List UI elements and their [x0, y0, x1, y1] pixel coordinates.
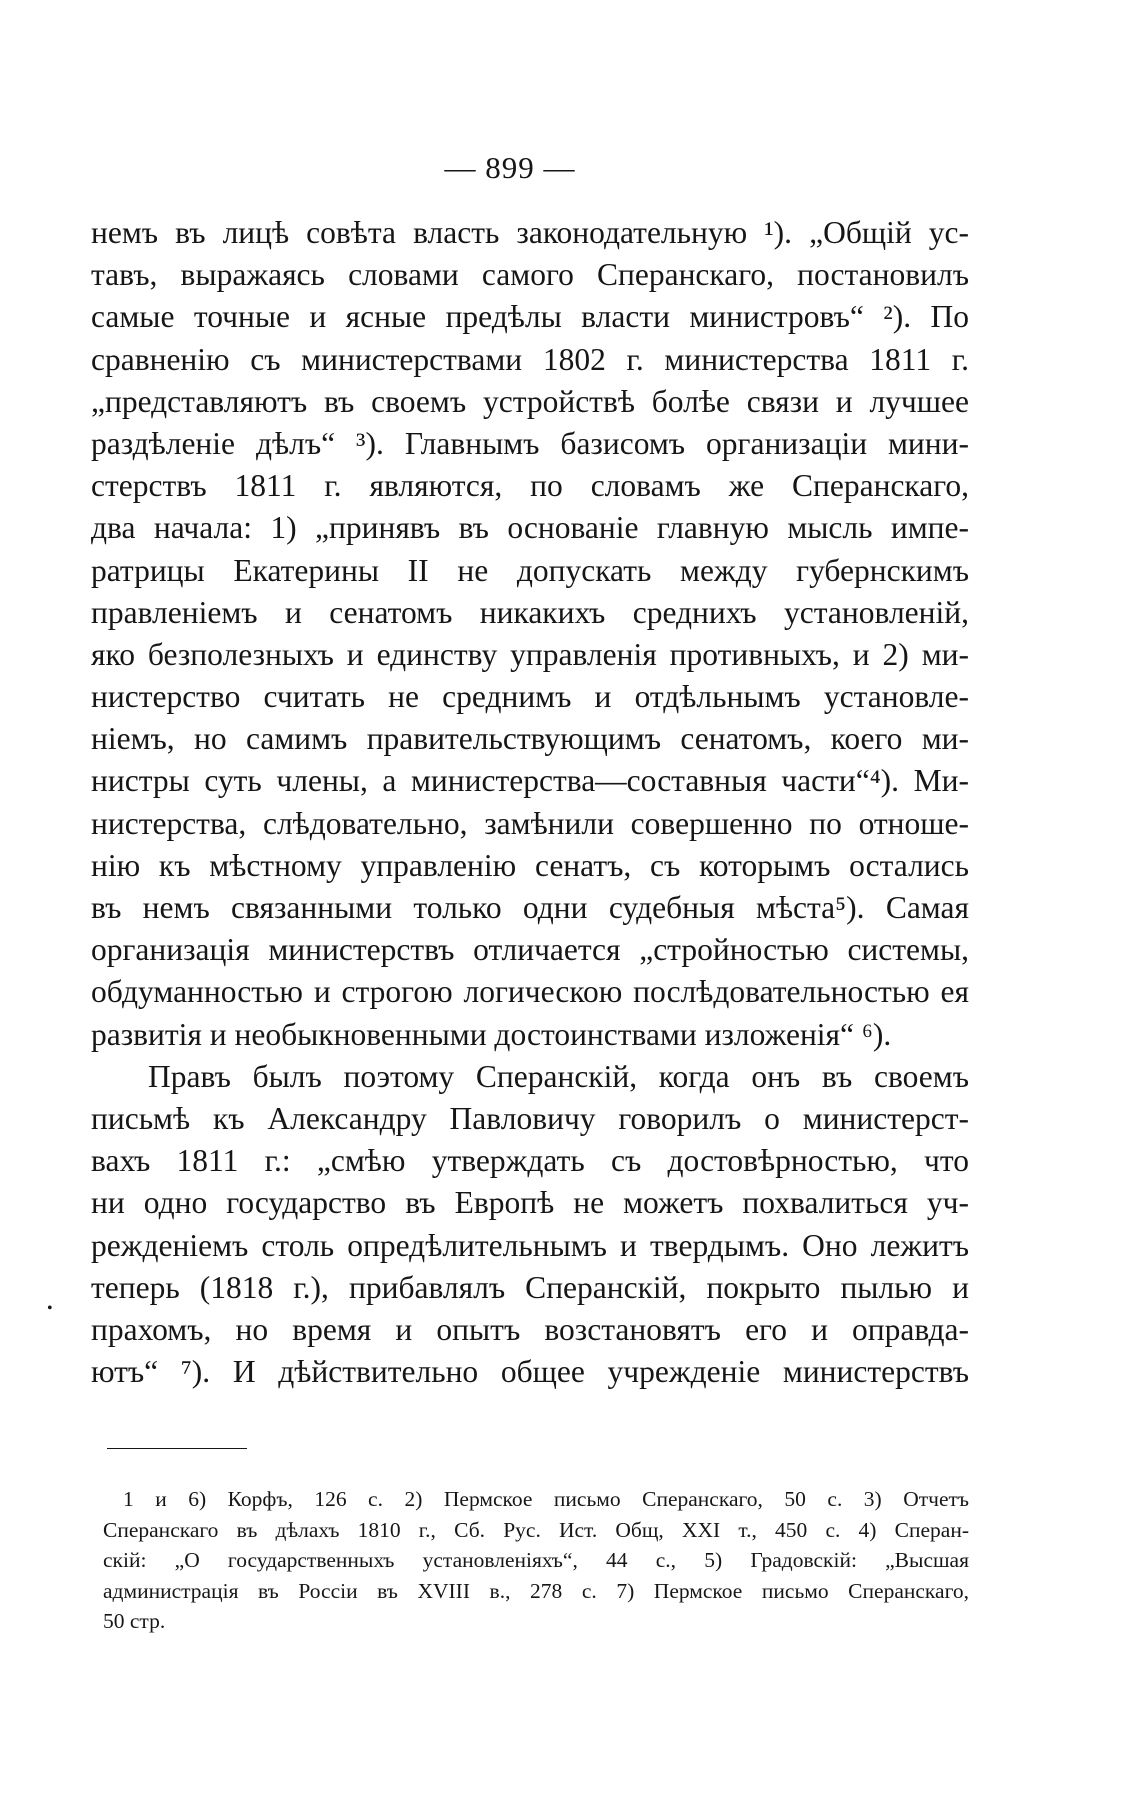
text-line: прахомъ, но время и опытъ возстановятъ его и оправда- — [91, 1311, 969, 1347]
text-line: стерствъ 1811 г. являются, по словамъ же Сперанскаго, — [91, 468, 969, 504]
paragraph-start-line: Правъ былъ поэтому Сперанскій, когда онъ въ своемъ — [148, 1058, 969, 1094]
text-line: ніемъ, но самимъ правительствующимъ сенатомъ, коего ми- — [91, 721, 969, 757]
text-line: немъ въ лицѣ совѣта власть законодательную ¹). „Общій ус- — [91, 215, 969, 250]
text-line: нію къ мѣстному управленію сенатъ, съ которымъ остались — [91, 847, 969, 883]
text-line: тавъ, выражаясь словами самого Сперанскаго, постановилъ — [91, 257, 969, 293]
footnote-line: Сперанскаго въ дѣлахъ 1810 г., Сб. Рус. Ист. Общ, XXI т., 450 с. 4) Сперан- — [103, 1517, 969, 1542]
margin-dot: • — [47, 1300, 53, 1317]
text-line: „представляютъ въ своемъ устройствѣ болѣе связи и лучшее — [91, 383, 969, 419]
text-line: развитія и необыкновенными достоинствами изложенія“ ⁶). — [91, 1016, 892, 1052]
footnote-line: скій: „О государственныхъ установленіяхъ“, 44 с., 5) Градовскій: „Высшая — [103, 1548, 969, 1572]
text-line: обдуманностью и строгою логическою послѣдовательностью ея — [91, 974, 969, 1010]
text-line: режденіемъ столь опредѣлительнымъ и твердымъ. Оно лежитъ — [91, 1227, 969, 1263]
text-line: два начала: 1) „принявъ въ основаніе главную мысль импе- — [91, 510, 969, 546]
text-line: ратрицы Екатерины II не допускать между губернскимъ — [91, 552, 969, 588]
text-line: письмѣ къ Александру Павловичу говорилъ о министерст- — [91, 1100, 969, 1136]
body-text — [91, 212, 969, 1393]
footnotes — [103, 1484, 969, 1637]
footnote-line: 50 стр. — [103, 1609, 166, 1633]
page-number: — 899 — — [444, 150, 576, 185]
text-line: ни одно государство въ Европѣ не можетъ похвалиться уч- — [91, 1185, 969, 1221]
text-line: теперь (1818 г.), прибавлялъ Сперанскій, покрыто пылью и — [91, 1269, 969, 1305]
text-line: нистры суть члены, а министерства—составныя части“⁴). Ми- — [91, 763, 969, 799]
text-line: въ немъ связанными только одни судебныя мѣста⁵). Самая — [91, 890, 969, 925]
text-line: самые точные и ясные предѣлы власти министровъ“ ²). По — [91, 299, 969, 335]
footnote-separator — [107, 1448, 247, 1449]
text-line: правленіемъ и сенатомъ никакихъ среднихъ установленій, — [91, 594, 969, 630]
text-line: нистерство считать не среднимъ и отдѣльнымъ установле- — [91, 679, 969, 715]
footnote-line: администрація въ Россіи въ XVIII в., 278 с. 7) Пермское письмо Сперанскаго, — [103, 1578, 969, 1603]
text-line: организація министерствъ отличается „стройностью системы, — [91, 932, 969, 968]
text-line: нистерства, слѣдовательно, замѣнили совершенно по отноше- — [91, 805, 969, 841]
text-line: вахъ 1811 г.: „смѣю утверждать съ достовѣрностью, что — [91, 1143, 969, 1179]
text-line: яко безполезныхъ и единству управленія противныхъ, и 2) ми- — [91, 636, 969, 672]
text-line: ютъ“ ⁷). И дѣйствительно общее учрежденіе министерствъ — [91, 1354, 969, 1390]
text-line: сравненію съ министерствами 1802 г. министерства 1811 г. — [91, 341, 969, 377]
footnote-line: 1 и 6) Корфъ, 126 с. 2) Пермское письмо Сперанскаго, 50 с. 3) Отчетъ — [123, 1487, 969, 1511]
text-line: раздѣленіе дѣлъ“ ³). Главнымъ базисомъ организаціи мини- — [91, 425, 969, 461]
